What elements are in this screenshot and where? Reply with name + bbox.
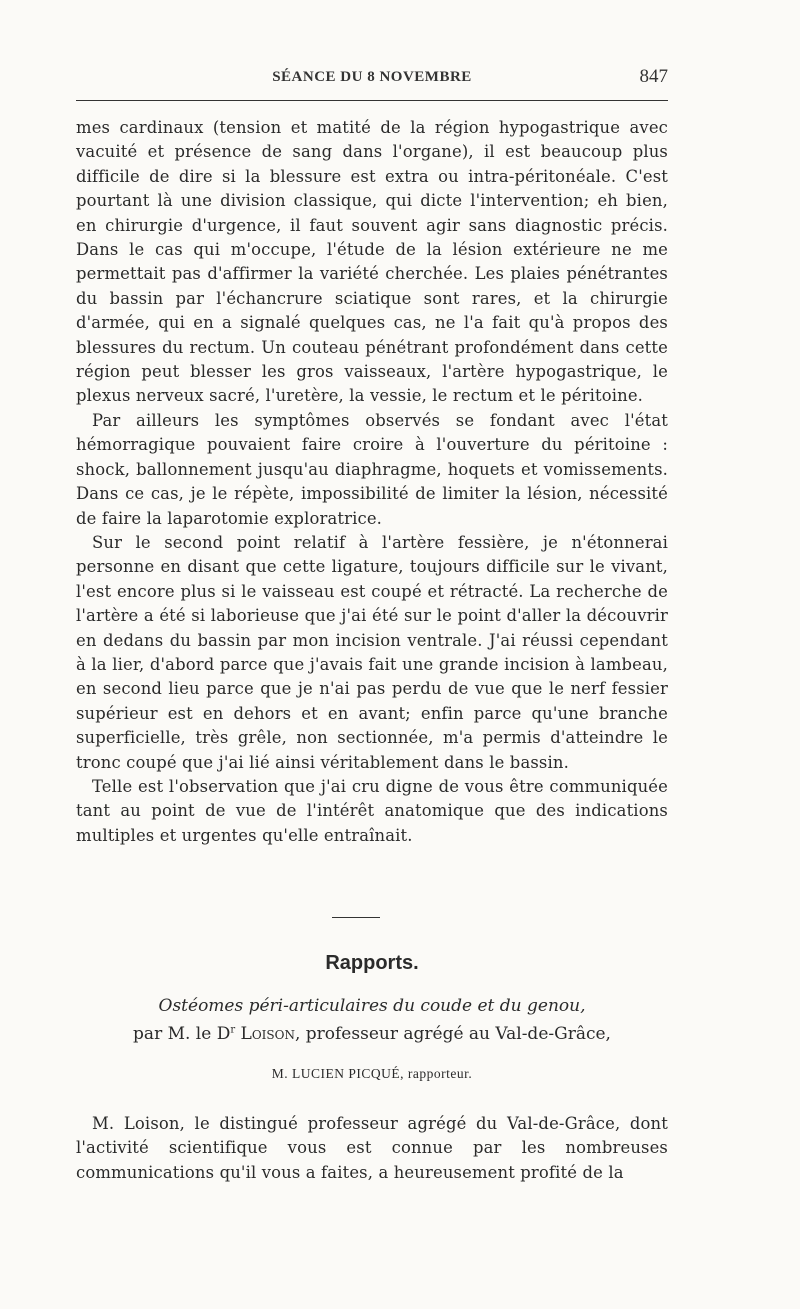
paragraph: mes cardinaux (tension et matité de la région hypogastrique avec vacuité et présence de sang dans l'organe), il est beaucoup plus difficile de dire si la blessure est extra ou intra-péritonéale. C'est pourtant là une division classique, qui dicte l'intervention; eh bien, en chirurgie d'urgence, il faut souvent agir sans diagnostic précis. Dans le cas qui m'occupe, l'étude de la lésion extérieure ne me permettait pas d'affirmer la variété cherchée. Les plaies pénétrantes du bassin par l'échancrure sciatique sont rares, et la chirurgie d'armée, qui en a signalé quelques cas, ne l'a fait qu'à propos des blessures du rectum. Un couteau pénétrant profondément dans cette région peut blesser les gros vaisseaux, l'artère hypogastrique, le plexus nerveux sacré, l'uretère, la vessie, le rectum et le péritoine. <box>76 118 668 406</box>
paragraph: Telle est l'observation que j'ai cru digne de vous être communiquée tant au point de vue de l'intérêt anatomique que des indications multiples et urgentes qu'elle entraînait. <box>76 776 668 845</box>
section-title: Rapports. <box>325 952 419 974</box>
author-suffix: , professeur agrégé au Val-de-Grâce, <box>294 1024 611 1044</box>
report-title: Ostéomes péri-articulaires du coude et du genou, <box>158 996 586 1016</box>
report-text <box>76 1112 668 1185</box>
rapporteur-line: M. LUCIEN PICQUÉ, rapporteur. <box>271 1066 473 1081</box>
section-divider <box>332 917 380 918</box>
author-prefix: par M. le D <box>133 1024 231 1044</box>
author-title-sup: r <box>230 1024 236 1036</box>
report-author <box>76 1024 668 1044</box>
running-head: SÉANCE DU 8 NOVEMBRE <box>272 68 472 85</box>
author-name: Loison <box>240 1024 295 1044</box>
paragraph: Par ailleurs les symptômes observés se fondant avec l'état hémorragique pouvaient faire croire à l'ouverture du péritoine : shock, ballonnement jusqu'au diaphragme, hoquets et vomissements. Dans ce cas, je le répète, impossibilité de limiter la lésion, nécessité de faire la laparotomie exploratrice. <box>76 410 668 528</box>
page-number: 847 <box>639 66 668 87</box>
body-text <box>76 116 668 848</box>
paragraph: M. Loison, le distingué professeur agrégé du Val-de-Grâce, dont l'activité scientifique vous est connue par les nombreuses communications qu'il vous a faites, a heureusement profité de la <box>76 1114 668 1182</box>
page-header <box>76 62 668 92</box>
paragraph: Sur le second point relatif à l'artère fessière, je n'étonnerai personne en disant que cette ligature, toujours difficile sur le vivant, l'est encore plus si le vaisseau est coupé et rétracté. La recherche de l'artère a été si laborieuse que j'ai été sur le point d'aller la découvrir en dedans du bassin par mon incision ventrale. J'ai réussi cependant à la lier, d'abord parce que j'avais fait une grande incision à lambeau, en second lieu parce que je n'ai pas perdu de vue que le nerf fessier supérieur est en dehors et en avant; enfin parce qu'une branche superficielle, très grêle, non sectionnée, m'a permis d'atteindre le tronc coupé que j'ai lié ainsi véritablement dans le bassin. <box>76 532 668 772</box>
header-rule <box>76 100 668 101</box>
